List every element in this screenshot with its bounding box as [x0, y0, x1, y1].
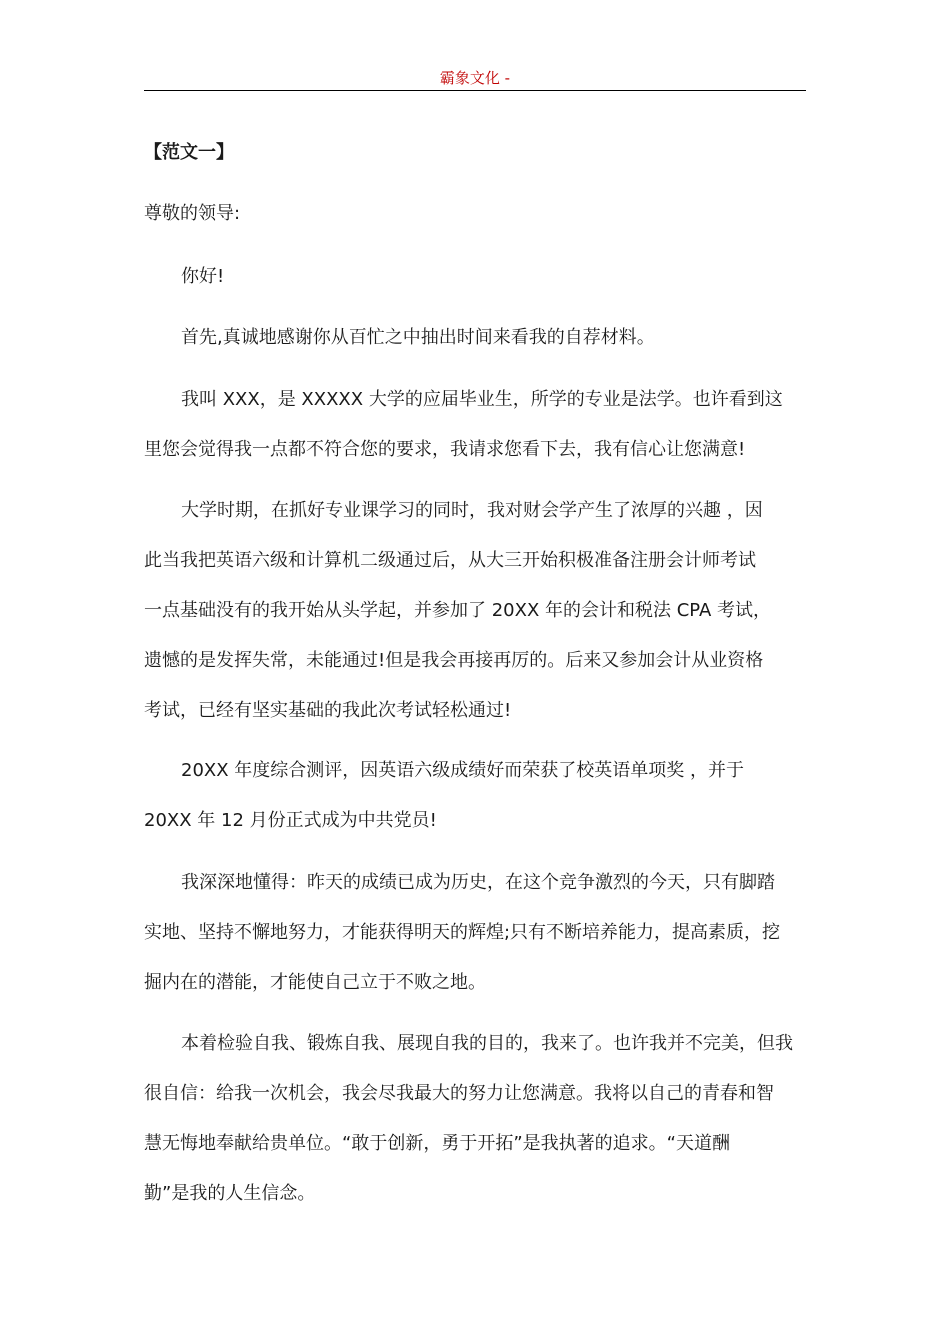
- paragraph-line: 一点基础没有的我开始从头学起，并参加了 20XX 年的会计和税法 CPA 考试，: [144, 600, 772, 621]
- paragraph-line: 遗憾的是发挥失常，未能通过!但是我会再接再厉的。后来又参加会计从业资格: [144, 650, 764, 671]
- paragraph-line: 大学时期，在抓好专业课学习的同时，我对财会学产生了浓厚的兴趣 ，因: [181, 500, 763, 521]
- paragraph-line: 首先,真诚地感谢你从百忙之中抽出时间来看我的自荐材料。: [181, 327, 655, 348]
- paragraph-university: [144, 486, 806, 736]
- paragraph-line: 本着检验自我、锻炼自我、展现自我的目的，我来了。也许我并不完美，但我: [181, 1033, 793, 1054]
- paragraph-line: 实地、坚持不懈地努力，才能获得明天的辉煌;只有不断培养能力，提高素质，挖: [144, 922, 781, 943]
- header-divider: [144, 90, 806, 91]
- paragraph-line: 我叫 XXX，是 XXXXX 大学的应届毕业生，所学的专业是法学。也许看到这: [181, 389, 783, 410]
- paragraph-line: 考试，已经有坚实基础的我此次考试轻松通过!: [144, 700, 512, 721]
- paragraph-line: 此当我把英语六级和计算机二级通过后，从大三开始积极准备注册会计师考试: [144, 550, 756, 571]
- paragraph-thanks: [144, 313, 806, 363]
- section-title: 【范文一】: [144, 142, 234, 163]
- paragraph-line: 里您会觉得我一点都不符合您的要求，我请求您看下去，我有信心让您满意!: [144, 439, 746, 460]
- paragraph-greeting: [144, 252, 806, 302]
- paragraph-line: 20XX 年度综合测评，因英语六级成绩好而荣获了校英语单项奖 ，并于: [181, 760, 745, 781]
- paragraph-line: 掘内在的潜能，才能使自己立于不败之地。: [144, 972, 486, 993]
- paragraph-understanding: [144, 858, 806, 1008]
- paragraph-line: 很自信：给我一次机会，我会尽我最大的努力让您满意。我将以自己的青春和智: [144, 1083, 774, 1104]
- paragraph-closing: [144, 1019, 806, 1219]
- paragraph-line: 你好!: [181, 266, 225, 287]
- paragraph-introduction: [144, 375, 806, 475]
- paragraph-line: 我深深地懂得：昨天的成绩已成为历史，在这个竞争激烈的今天，只有脚踏: [181, 872, 775, 893]
- paragraph-line: 20XX 年 12 月份正式成为中共党员!: [144, 810, 437, 831]
- paragraph-awards: [144, 746, 806, 846]
- paragraph-line: 勤”是我的人生信念。: [144, 1183, 316, 1204]
- page-header-title: 霸象文化 -: [439, 69, 511, 87]
- paragraph-line: 慧无悔地奉献给贵单位。“敢于创新，勇于开拓”是我执著的追求。“天道酬: [144, 1133, 730, 1154]
- salutation: 尊敬的领导:: [144, 203, 241, 224]
